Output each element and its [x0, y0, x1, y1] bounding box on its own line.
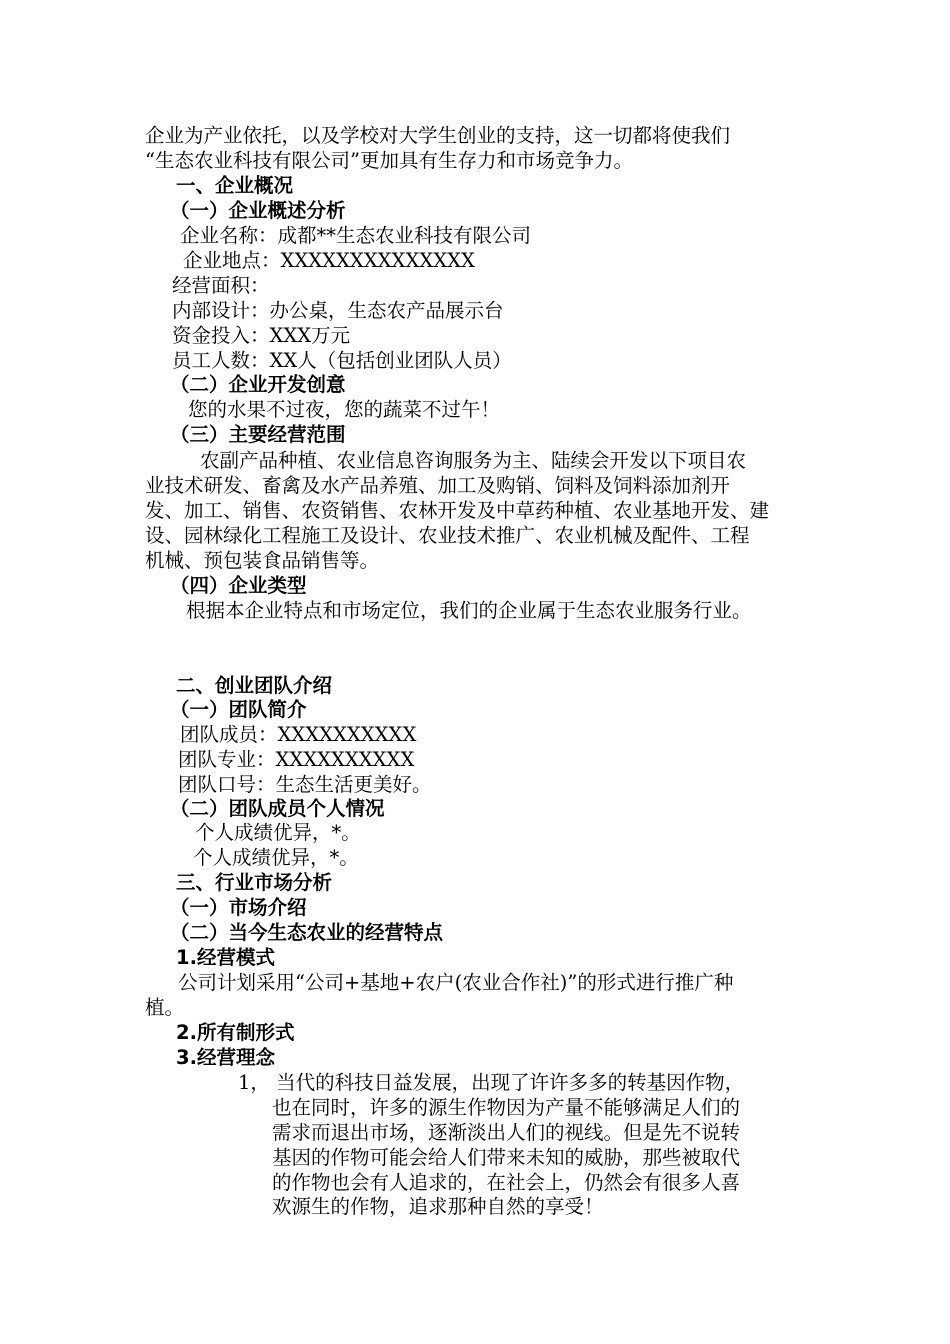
- text-line: 也在同时，许多的源生作物因为产量不能够满足人们的: [272, 1096, 741, 1119]
- text-line: 资金投入：XXX万元: [172, 324, 351, 347]
- text-line: 业技术研发、畜禽及水产品养殖、加工及购销、饲料及饲料添加剂开: [145, 474, 731, 497]
- text-line: 植。: [145, 996, 185, 1019]
- text-line: 欢源生的作物，追求那种自然的享受！: [272, 1195, 604, 1218]
- section-heading: （三）主要经营范围: [170, 423, 346, 446]
- text-line: 设、园林绿化工程施工及设计、农业技术推广、农业机械及配件、工程: [145, 524, 750, 547]
- text-line: 个人成绩优异，*。: [193, 846, 359, 869]
- text-line: “生态农业科技有限公司”更加具有生存力和市场竞争力。: [145, 149, 633, 172]
- text-line: 企业为产业依托，以及学校对大学生创业的支持，这一切都将使我们: [145, 124, 731, 147]
- text-line: 团队口号：生态生活更美好。: [178, 773, 432, 796]
- section-heading: （二）当今生态农业的经营特点: [170, 921, 444, 944]
- text-line: 1， 当代的科技日益发展，出现了许许多多的转基因作物，: [238, 1071, 745, 1094]
- text-line: 员工人数：XX人（包括创业团队人员）: [172, 349, 512, 372]
- text-line: 团队成员：XXXXXXXXXX: [180, 723, 417, 746]
- section-heading: （四）企业类型: [170, 574, 307, 597]
- section-heading: （一）团队简介: [170, 698, 307, 721]
- text-line: 团队专业：XXXXXXXXXX: [178, 748, 415, 771]
- section-heading: （二）企业开发创意: [170, 373, 346, 396]
- text-line: 根据本企业特点和市场定位，我们的企业属于生态农业服务行业。: [186, 599, 752, 622]
- text-line: 个人成绩优异，*。: [195, 821, 361, 844]
- text-line: 发、加工、销售、农资销售、农林开发及中草药种植、农业基地开发、建: [145, 499, 770, 522]
- section-heading: 一、企业概况: [176, 174, 294, 197]
- text-line: 基因的作物可能会给人们带来未知的威胁，那些被取代: [272, 1146, 741, 1169]
- section-heading: （一）市场介绍: [170, 896, 307, 919]
- text-line: 公司计划采用“公司+基地+农户(农业合作社)”的形式进行推广种: [178, 971, 734, 994]
- text-line: 农副产品种植、农业信息咨询服务为主、陆续会开发以下项目农: [200, 449, 747, 472]
- section-heading: （二）团队成员个人情况: [170, 797, 385, 820]
- text-line: 需求而退出市场，逐渐淡出人们的视线。但是先不说转: [272, 1121, 741, 1144]
- text-line: 您的水果不过夜，您的蔬菜不过午！: [188, 398, 501, 421]
- section-heading: 1.经营模式: [176, 946, 275, 969]
- section-heading: （一）企业概述分析: [170, 199, 346, 222]
- text-line: 经营面积：: [172, 274, 270, 297]
- section-heading: 3.经营理念: [176, 1046, 275, 1069]
- text-line: 机械、预包装食品销售等。: [145, 549, 380, 572]
- text-line: 的作物也会有人追求的，在社会上，仍然会有很多人喜: [272, 1171, 741, 1194]
- text-line: 内部设计：办公桌，生态农产品展示台: [172, 299, 504, 322]
- section-heading: 三、行业市场分析: [176, 871, 333, 894]
- section-heading: 2.所有制形式: [176, 1021, 295, 1044]
- text-line: 企业名称：成都**生态农业科技有限公司: [180, 224, 532, 247]
- section-heading: 二、创业团队介绍: [176, 674, 333, 697]
- text-line: 企业地点：XXXXXXXXXXXXXX: [183, 249, 475, 272]
